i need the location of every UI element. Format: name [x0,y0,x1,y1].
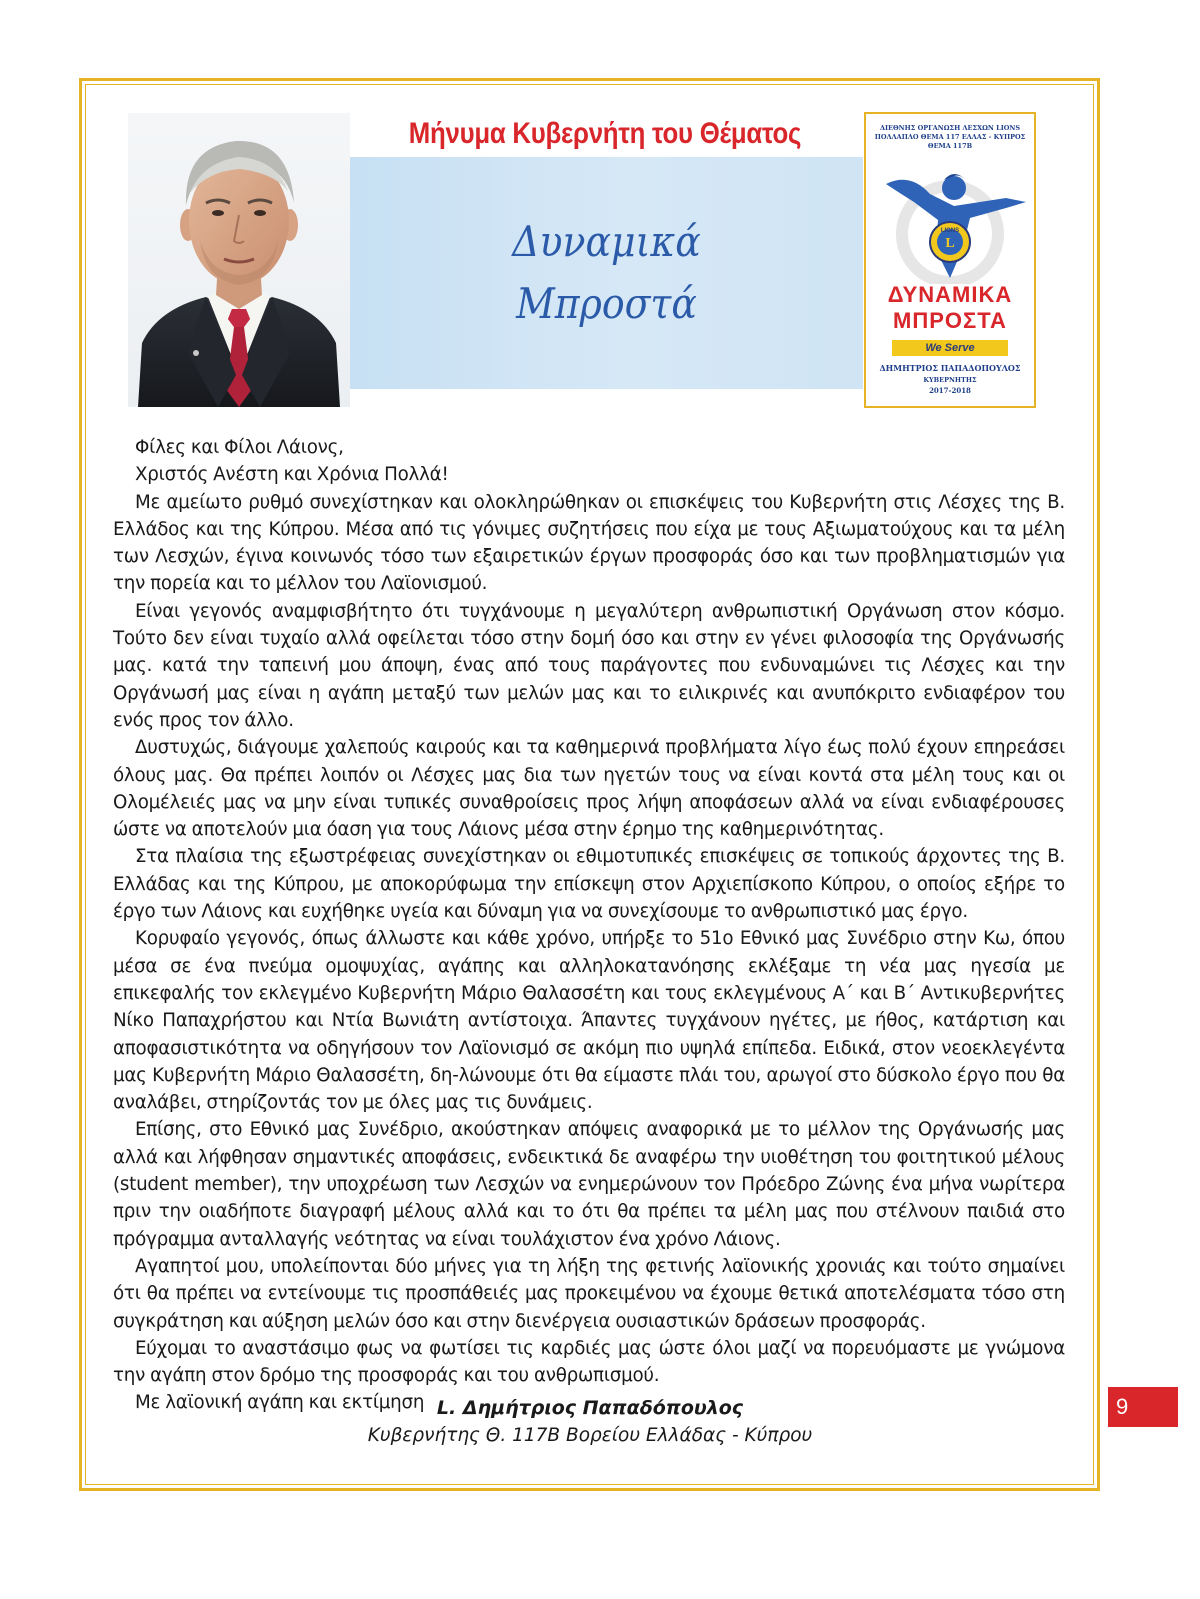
signature-title: Κυβερνήτης Θ. 117Β Βορείου Ελλάδας - Κύπρου [367,1425,813,1446]
slogan-line-2: Μπροστά [516,279,697,328]
portrait-illustration [128,113,350,407]
signature-name: L. Δημήτριος Παπαδόπουλος [436,1397,744,1419]
paragraph-5: Κορυφαίο γεγονός, όπως άλλωστε και κάθε χρόνο, υπήρξε το 51ο Εθνικό μας Συνέδριο στην Κω, όπου μέσα σε ένα πνεύμα ομοψυχίας, αγάπης και αλληλοκατανόησης εκλέξαμε τη νέα μας ηγεσία με επικεφαλής τον εκλεγμένο Κυβερνήτη Μάριο Θαλασσέτη και τους εκλεγμένους Α΄ και Β΄ Αντικυβερνήτες Νίκο Παπαχρήστου και Ντία Βωνιάτη αντίστοιχα. Άπαντες τυγχάνουν ηγέτες, με ήθος, κατάρτιση και αποφασιστικότητα να οδηγήσουν τον Λαϊονισμό σε ακόμη πιο υψηλά επίπεδα. Ειδικά, στον νεοεκλεγέντα μας Κυβερνήτη Μάριο Θαλασσέτη, δη-λώνουμε ότι θα είμαστε πλάι του, αρωγοί στο δύσκολο έργο που θα αναλάβει, στηρίζοντάς τον με όλες μας τις δυνάμεις. [113,928,1065,1114]
message-body [113,434,1065,1417]
poster-emblem-letter: L [945,236,955,251]
paragraph-7: Αγαπητοί μου, υπολείπονται δύο μήνες για τη λήξη της φετινής λαϊονικής χρονιάς και τούτο σημαίνει ότι θα πρέπει να εντείνουμε τις προσπάθειές μας προκειμένου να έχουμε θετικά αποτελέσματα τόσο στη συγκράτηση και αύξηση μελών όσο και στην διενέργεια ουσιαστικών δράσεων προσφοράς. [113,1255,1065,1332]
paragraph-3: Δυστυχώς, διάγουμε χαλεπούς καιρούς και τα καθημερινά προβλήματα λίγο έως πολύ έχουν επηρεάσει όλους μας. Θα πρέπει λοιπόν οι Λέσχες μας δια των ηγετών τους να είναι κοντά στα μέλη τους και οι Ολομέλειές μας να μην είναι τυπικές συναθροίσεις προς λήψη αποφάσεων αλλά να είναι ενδιαφέρουσες ώστε να αποτελούν μια όαση για τους Λάιονς μέσα στην έρημο της καθημερινότητας. [113,737,1065,841]
poster-years: 2017-2018 [929,386,971,395]
poster-title-line-1: ΔΥΝΑΜΙΚΑ [887,282,1013,307]
greeting-line-1: Φίλες και Φίλοι Λάιονς, [135,437,344,458]
paragraph-8: Εύχομαι το αναστάσιμο φως να φωτίσει τις καρδιές μας ώστε όλοι μαζί να πορευόμαστε με γνώμονα την αγάπη στον δρόμο της προσφοράς και του ανθρωπισμού. [113,1337,1065,1387]
poster-emblem-text: LIONS [940,228,960,234]
paragraph-6: Επίσης, στο Εθνικό μας Συνέδριο, ακούστηκαν απόψεις αναφορικά με το μέλλον της Οργάνωσής μας αλλά και λήφθησαν σημαντικές αποφάσεις, ενδεικτικά δε αναφέρω την υιοθέτηση του φοιτητικού μέλους (student member), την υποχρέωση των Λεσχών να ενημερώνουν τον Πρόεδρο Ζώνης ένα μήνα νωρίτερα πριν την οιαδήποτε διαγραφή μέλους αλλά και το ότι θα πρέπει τα μέλη μας που στέλνουν παιδιά στο πρόγραμμα ανταλλαγής νεότητας να είναι τουλάχιστον ένα χρόνο Λάιονς. [113,1119,1065,1250]
paragraph-2: Είναι γεγονός αναμφισβήτητο ότι τυγχάνουμε η μεγαλύτερη ανθρωπιστική Οργάνωση στον κόσμο. Τούτο δεν είναι τυχαίο αλλά οφείλεται τόσο στην δομή όσο και στην εν γένει φιλοσοφία της Οργάνωσής μας. κατά την ταπεινή μου άποψη, ένας από τους παράγοντες που ενδυναμώνει τις Λέσχες και την Οργάνωσή μας είναι η αγάπη μεταξύ των μελών μας και το ειλικρινές και ανυπόκριτο ενδιαφέρον του ενός προς τον άλλο. [113,600,1065,731]
poster-org-line-2: ΠΟΛΛΑΠΛΟ ΘΕΜΑ 117 ΕΛΛΑΣ - ΚΥΠΡΟΣ [874,133,1026,141]
slogan-line-1: Δυναμικά [512,217,701,266]
poster-organization [872,124,1028,151]
poster-governor-role: ΚΥΒΕΡΝΗΤΗΣ [923,376,977,384]
governor-portrait [128,113,350,407]
page-title: Μήνυμα Κυβερνήτη του Θέματος [408,117,802,150]
poster-org-line-1: ΔΙΕΘΝΗΣ ΟΡΓΑΝΩΣΗ ΛΕΣΧΩΝ LIONS [879,124,1021,132]
greeting-line-2: Χριστός Ανέστη και Χρόνια Πολλά! [135,464,449,486]
paragraph-4: Στα πλαίσια της εξωστρέφειας συνεχίστηκαν οι εθιμοτυπικές επισκέψεις σε τοπικούς άρχοντες της Β. Ελλάδας και της Κύπρου, με αποκορύφωμα την επίσκεψη στον Αρχιεπίσκοπο Κύπρου, ο οποίος εξήρε το έργο των Λάιονς και ευχήθηκε υγεία και δύναμη για να συνεχίσουμε το ανθρωπιστικό μας έργο. [113,846,1065,923]
poster-figure-illustration [866,154,1034,284]
poster-org-line-3: ΘΕΜΑ 117Β [927,142,973,150]
closing-line: Με λαϊονική αγάπη και εκτίμηση [135,1392,425,1414]
district-poster [864,112,1036,408]
paragraph-1: Με αμείωτο ρυθμό συνεχίστηκαν και ολοκληρώθηκαν οι επισκέψεις του Κυβερνήτη στις Λέσχες της Β. Ελλάδος και της Κύπρου. Μέσα από τις γόνιμες συζητήσεις που είχα με τους Αξιωματούχους και τα μέλη των Λεσχών, έγινα κοινωνός τόσο των εξαιρετικών έργων προσφοράς όσο και των προβληματισμών για την πορεία και το μέλλον του Λαϊονισμού. [113,491,1065,595]
poster-we-serve: We Serve [892,340,1008,356]
poster-title-line-2: ΜΠΡΟΣΤΑ [893,308,1007,333]
slogan-banner [350,157,863,389]
page-number: 9 [1108,1387,1178,1427]
poster-governor-name: ΔΗΜΗΤΡΙΟΣ ΠΑΠΑΔΟΠΟΥΛΟΣ [879,363,1021,373]
